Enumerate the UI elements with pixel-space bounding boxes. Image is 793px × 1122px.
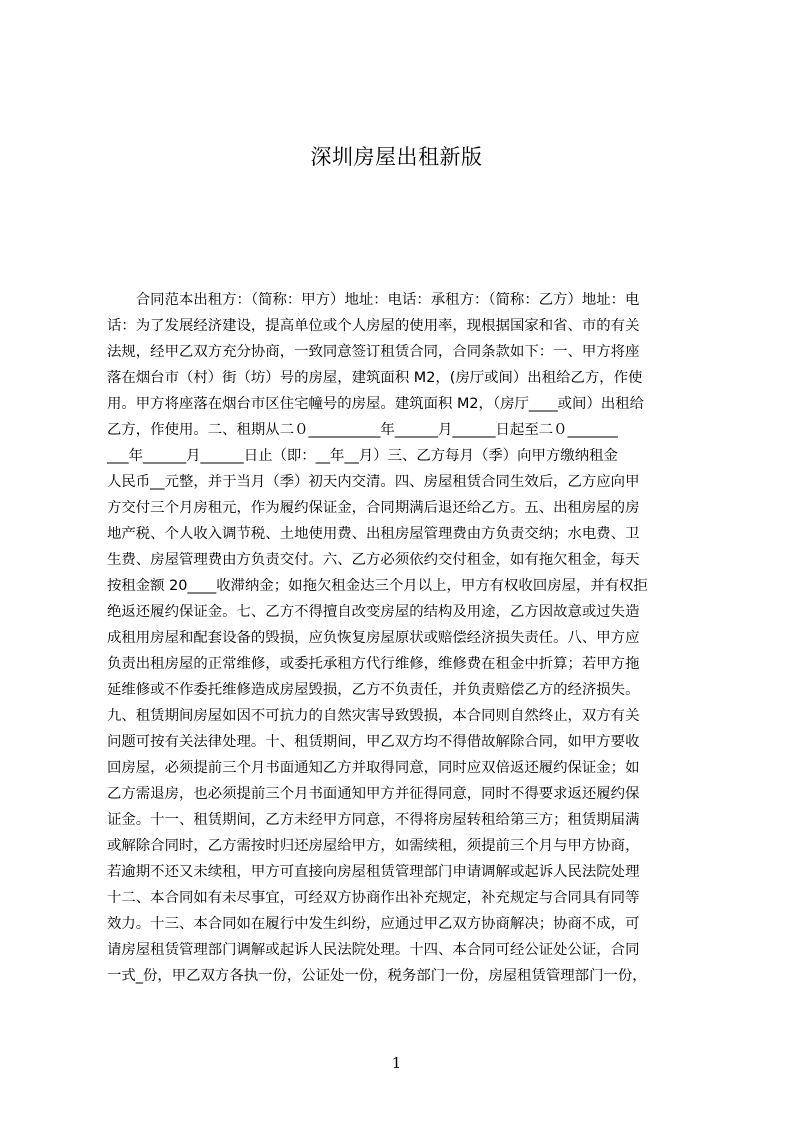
body-line: 九、租赁期间房屋如因不可抗力的自然灾害导致毁损，本合同则自然终止，双方有关 (107, 708, 640, 724)
body-line: 生费、房屋管理费由方负责交付。六、乙方必须依约交付租金，如有拖欠租金，每天 (107, 552, 640, 568)
body-line: 一式_份，甲乙双方各执一份，公证处一份，税务部门一份，房屋租赁管理部门一份， (107, 968, 647, 984)
body-line: 用。甲方将座落在烟台市区住宅幢号的房屋。建筑面积 M2，（房厅____或间）出租给 (107, 396, 645, 412)
body-line: 请房屋租赁管理部门调解或起诉人民法院处理。十四、本合同可经公证处公证，合同 (107, 942, 640, 958)
body-line: 地产税、个人收入调节税、土地使用费、出租房屋管理费由方负责交纳；水电费、卫 (107, 526, 640, 542)
body-line: 十二、本合同如有未尽事宜，可经双方协商作出补充规定，补充规定与合同具有同等 (107, 890, 640, 906)
body-line: 若逾期不还又未续租，甲方可直接向房屋租赁管理部门申请调解或起诉人民法院处理 (107, 864, 640, 880)
body-line: 合同范本出租方：（简称：甲方）地址：电话：承租方：（简称：乙方）地址：电 (107, 292, 640, 308)
body-line: 成租用房屋和配套设备的毁损，应负恢复房屋原状或赔偿经济损失责任。八、甲方应 (107, 630, 640, 646)
body-line: 乙方，作使用。二、租期从二０__________年______月______日起至二０_______ (107, 422, 618, 438)
body-line: 绝返还履约保证金。七、乙方不得擅自改变房屋的结构及用途，乙方因故意或过失造 (107, 604, 640, 620)
body-line: 话：为了发展经济建设，提高单位或个人房屋的使用率，现根据国家和省、市的有关 (107, 318, 640, 334)
body-line: 或解除合同时，乙方需按时归还房屋给甲方，如需续租，须提前三个月与甲方协商， (107, 838, 640, 854)
page-number: 1 (391, 1054, 402, 1072)
body-line: 效力。十三、本合同如在履行中发生纠纷，应通过甲乙双方协商解决；协商不成，可 (107, 916, 640, 932)
body-line: 人民币__元整，并于当月（季）初天内交清。四、房屋租赁合同生效后，乙方应向甲 (107, 474, 640, 490)
body-line: 负责出租房屋的正常维修，或委托承租方代行维修，维修费在租金中折算；若甲方拖 (107, 656, 640, 672)
body-line: 方交付三个月房租元，作为履约保证金，合同期满后退还给乙方。五、出租房屋的房 (107, 500, 640, 516)
body-line: 乙方需退房，也必须提前三个月书面通知甲方并征得同意，同时不得要求返还履约保 (107, 786, 640, 802)
body-line: 落在烟台市（村）街（坊）号的房屋，建筑面积 M2，(房厅或间）出租给乙方，作使 (107, 370, 643, 386)
body-line: 按租金额 20____收滞纳金；如拖欠租金达三个月以上，甲方有权收回房屋，并有权拒 (107, 578, 648, 594)
body-line: 延维修或不作委托维修造成房屋毁损，乙方不负责任，并负责赔偿乙方的经济损失。 (107, 682, 640, 698)
body-line: 证金。十一、租赁期间，乙方未经甲方同意，不得将房屋转租给第三方；租赁期届满 (107, 812, 640, 828)
body-line: ___年______月______日止（即：__年__月）三、乙方每月（季）向甲方缴纳租金 (107, 448, 618, 464)
contract-body (107, 287, 697, 989)
body-line: 回房屋，必须提前三个月书面通知乙方并取得同意，同时应双倍返还履约保证金；如 (107, 760, 640, 776)
body-line: 问题可按有关法律处理。十、租赁期间，甲乙双方均不得借故解除合同，如甲方要收 (107, 734, 640, 750)
document-title: 深圳房屋出租新版 (310, 145, 483, 169)
body-line: 法规，经甲乙双方充分协商，一致同意签订租赁合同，合同条款如下：一、甲方将座 (107, 344, 640, 360)
